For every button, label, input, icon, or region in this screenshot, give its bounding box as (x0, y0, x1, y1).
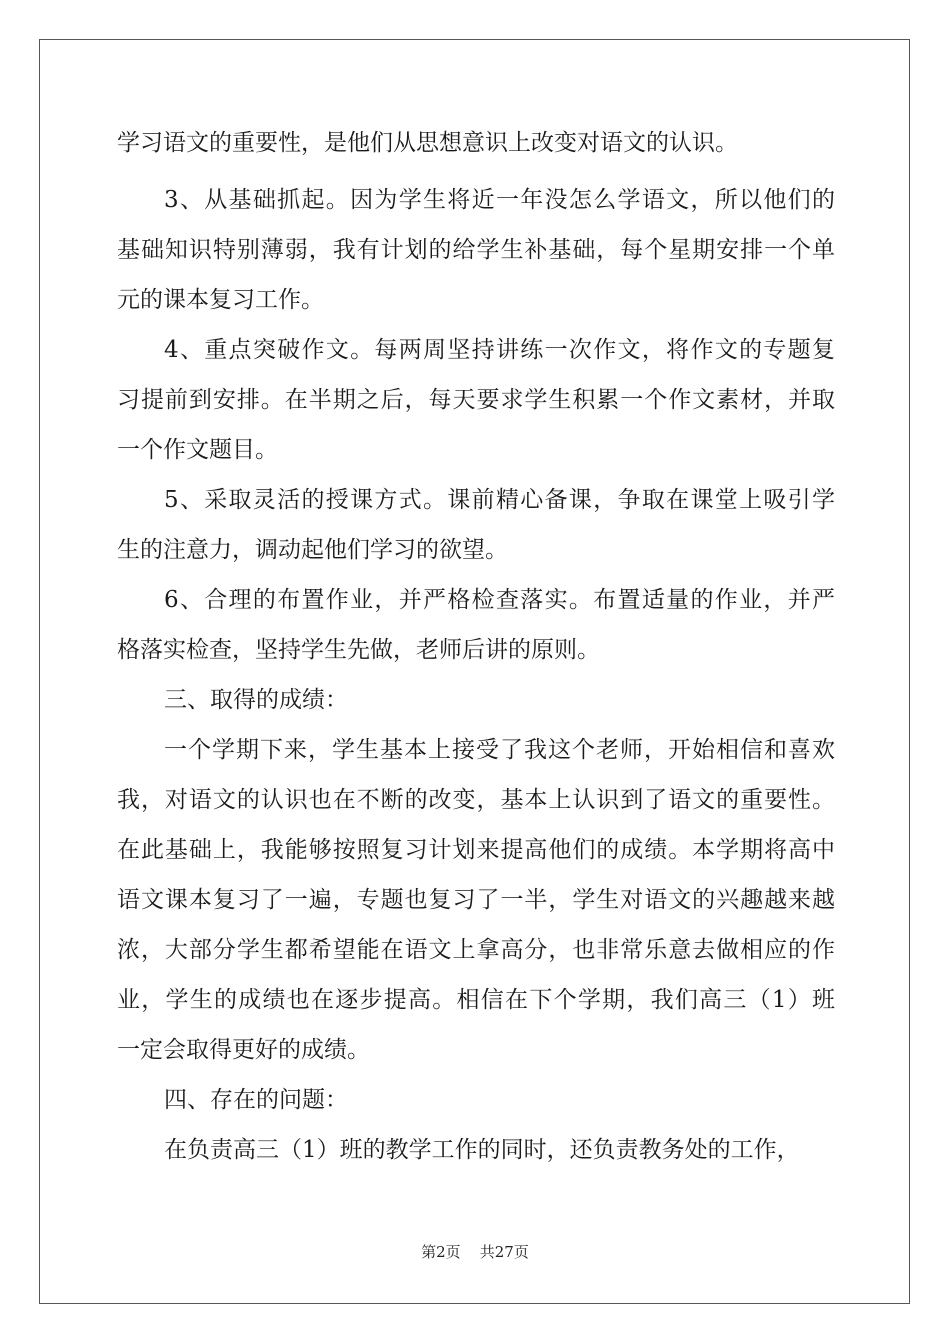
text-line: 生的注意力，调动起他们学习的欲望。 (117, 537, 508, 563)
text-line: 6、合理的布置作业，并严格检查落实。布置适量的作业，并严 (164, 587, 835, 613)
section-heading: 三、取得的成绩： (164, 687, 348, 713)
text-line: 习提前到安排。在半期之后，每天要求学生积累一个作文素材，并取 (117, 387, 835, 413)
text-line: 业，学生的成绩也在逐步提高。相信在下个学期，我们高三（1）班 (117, 987, 835, 1013)
text-line: 5、采取灵活的授课方式。课前精心备课，争取在课堂上吸引学 (164, 487, 835, 513)
text-line: 4、重点突破作文。每两周坚持讲练一次作文，将作文的专题复 (164, 337, 835, 363)
page-number: 第2页 (421, 1243, 461, 1261)
text-line: 基础知识特别薄弱，我有计划的给学生补基础，每个星期安排一个单 (117, 237, 835, 263)
text-line: 在此基础上，我能够按照复习计划来提高他们的成绩。本学期将高中 (117, 837, 835, 863)
text-line: 语文课本复习了一遍，专题也复习了一半，学生对语文的兴趣越来越 (117, 887, 835, 913)
text-line: 格落实检查，坚持学生先做，老师后讲的原则。 (117, 637, 600, 663)
text-line: 学习语文的重要性，是他们从思想意识上改变对语文的认识。 (117, 130, 738, 156)
section-heading: 四、存在的问题： (164, 1087, 348, 1113)
text-line: 我，对语文的认识也在不断的改变，基本上认识到了语文的重要性。 (117, 787, 835, 813)
text-line: 一个学期下来，学生基本上接受了我这个老师，开始相信和喜欢 (164, 737, 835, 763)
page-footer (0, 1242, 950, 1262)
footer-spacer (461, 1243, 480, 1261)
page-total: 共27页 (479, 1243, 529, 1261)
text-line: 在负责高三（1）班的教学工作的同时，还负责教务处的工作， (164, 1137, 800, 1163)
text-line: 3、从基础抓起。因为学生将近一年没怎么学语文，所以他们的 (164, 187, 835, 213)
text-line: 元的课本复习工作。 (117, 287, 324, 313)
text-line: 一定会取得更好的成绩。 (117, 1037, 370, 1063)
text-line: 浓，大部分学生都希望能在语文上拿高分，也非常乐意去做相应的作 (117, 937, 835, 963)
text-line: 一个作文题目。 (117, 437, 278, 463)
